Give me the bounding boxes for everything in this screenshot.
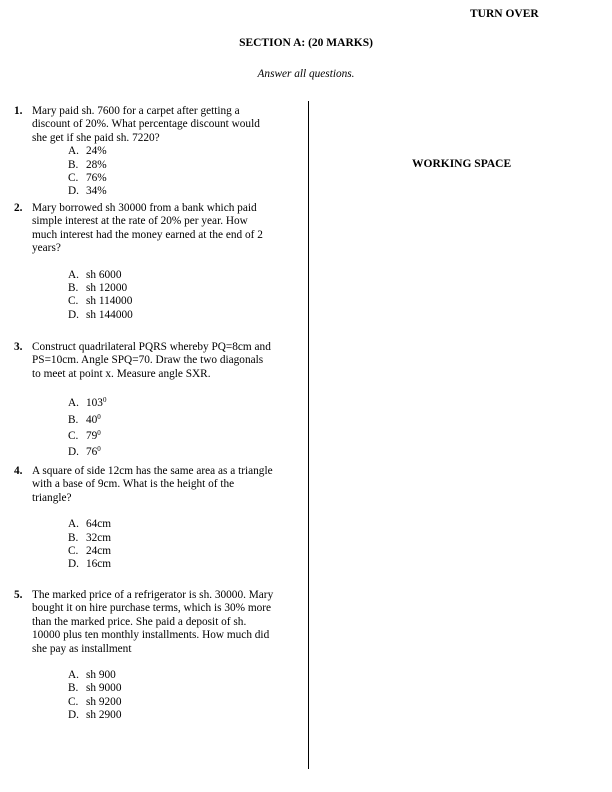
option-letter: D. bbox=[68, 185, 79, 198]
option-text: 24% bbox=[86, 145, 107, 158]
question-text-line: bought it on hire purchase terms, which is 30% more bbox=[32, 602, 272, 615]
answer-options bbox=[68, 518, 304, 572]
question-number: 3. bbox=[14, 341, 23, 353]
question-5 bbox=[14, 589, 304, 723]
question-text-line: PS=10cm. Angle SPQ=70. Draw the two diagonals bbox=[32, 354, 264, 367]
option-letter: B. bbox=[68, 682, 79, 695]
section-title: SECTION A: (20 MARKS) bbox=[239, 37, 373, 49]
question-text-line: Mary paid sh. 7600 for a carpet after getting a bbox=[32, 105, 240, 117]
turn-over-label: TURN OVER bbox=[470, 8, 539, 20]
question-text bbox=[32, 105, 304, 145]
answer-option-d bbox=[68, 185, 304, 198]
answer-option-c bbox=[68, 696, 304, 709]
question-text-line: to meet at point x. Measure angle SXR. bbox=[32, 367, 211, 380]
option-text: sh 144000 bbox=[86, 308, 133, 321]
question-text-line: years? bbox=[32, 242, 61, 255]
question-text-line: Mary borrowed sh 30000 from a bank which paid bbox=[32, 202, 257, 214]
question-text-line: simple interest at the rate of 20% per year. How bbox=[32, 215, 248, 228]
answer-options bbox=[68, 145, 304, 199]
question-text bbox=[32, 465, 304, 505]
option-letter: D. bbox=[68, 558, 79, 571]
answer-option-d bbox=[68, 443, 304, 459]
option-text: sh 900 bbox=[86, 669, 116, 682]
answer-option-d bbox=[68, 309, 304, 322]
working-space-label: WORKING SPACE bbox=[412, 158, 512, 170]
degree-superscript: 0 bbox=[97, 445, 101, 454]
option-text: 79 bbox=[86, 430, 98, 443]
question-text-line: A square of side 12cm has the same area as a triangle bbox=[32, 465, 273, 477]
degree-superscript: 0 bbox=[97, 429, 101, 438]
option-letter: B. bbox=[68, 282, 79, 295]
question-text-line: she pay as installment bbox=[32, 642, 132, 655]
column-divider bbox=[308, 101, 309, 769]
option-text: 28% bbox=[86, 158, 107, 171]
answer-option-d bbox=[68, 558, 304, 571]
option-letter: B. bbox=[68, 158, 79, 171]
option-letter: D. bbox=[68, 709, 79, 722]
answer-option-b bbox=[68, 682, 304, 695]
answer-option-c bbox=[68, 172, 304, 185]
option-letter: C. bbox=[68, 295, 79, 308]
option-letter: A. bbox=[68, 397, 79, 410]
degree-superscript: 0 bbox=[102, 396, 107, 405]
option-text: 24cm bbox=[86, 545, 112, 558]
answer-option-c bbox=[68, 295, 304, 308]
option-text: sh 9000 bbox=[86, 682, 122, 695]
question-1 bbox=[14, 105, 304, 199]
question-4 bbox=[14, 465, 304, 572]
option-text: sh 9200 bbox=[86, 695, 122, 708]
option-letter: C. bbox=[68, 695, 79, 708]
question-text-line: Construct quadrilateral PQRS whereby PQ=8cm and bbox=[32, 341, 271, 353]
option-text: 34% bbox=[86, 185, 107, 198]
option-text: 40 bbox=[86, 413, 98, 426]
option-letter: A. bbox=[68, 518, 79, 531]
option-text: 64cm bbox=[86, 518, 112, 531]
option-text: sh 114000 bbox=[86, 295, 133, 308]
option-letter: D. bbox=[68, 308, 79, 321]
answer-options bbox=[68, 394, 304, 460]
answer-options bbox=[68, 669, 304, 723]
answer-option-a bbox=[68, 394, 304, 410]
option-text: 32cm bbox=[86, 531, 112, 544]
question-text bbox=[32, 341, 304, 381]
answer-option-b bbox=[68, 411, 304, 427]
answer-option-d bbox=[68, 709, 304, 722]
option-letter: C. bbox=[68, 430, 79, 443]
option-letter: D. bbox=[68, 446, 79, 459]
question-text-line: The marked price of a refrigerator is sh. 30000. Mary bbox=[32, 589, 274, 601]
option-text: 103 bbox=[86, 397, 103, 410]
option-text: 76 bbox=[86, 446, 98, 459]
option-letter: B. bbox=[68, 413, 79, 426]
option-text: sh 12000 bbox=[86, 282, 128, 295]
option-letter: A. bbox=[68, 268, 79, 281]
answer-option-c bbox=[68, 427, 304, 443]
answer-option-a bbox=[68, 269, 304, 282]
option-text: 76% bbox=[86, 172, 107, 185]
question-text-line: with a base of 9cm. What is the height of the bbox=[32, 478, 235, 491]
option-letter: A. bbox=[68, 145, 79, 158]
answer-option-a bbox=[68, 518, 304, 531]
question-number: 5. bbox=[14, 589, 23, 601]
question-text-line: discount of 20%. What percentage discount would bbox=[32, 118, 260, 131]
option-text: 16cm bbox=[86, 558, 112, 571]
degree-superscript: 0 bbox=[97, 412, 101, 421]
option-letter: A. bbox=[68, 669, 79, 682]
question-2 bbox=[14, 202, 304, 322]
option-letter: B. bbox=[68, 531, 79, 544]
answer-option-a bbox=[68, 669, 304, 682]
answer-option-a bbox=[68, 145, 304, 158]
instruction-text: Answer all questions. bbox=[257, 68, 355, 80]
answer-option-b bbox=[68, 159, 304, 172]
question-text-line: triangle? bbox=[32, 491, 72, 504]
option-letter: C. bbox=[68, 172, 79, 185]
option-letter: C. bbox=[68, 545, 79, 558]
question-text bbox=[32, 589, 304, 656]
answer-option-c bbox=[68, 545, 304, 558]
option-text: sh 2900 bbox=[86, 709, 122, 722]
question-number: 1. bbox=[14, 105, 23, 117]
question-number: 2. bbox=[14, 202, 23, 214]
answer-options bbox=[68, 269, 304, 323]
question-number: 4. bbox=[14, 465, 23, 477]
answer-option-b bbox=[68, 282, 304, 295]
question-text-line: than the marked price. She paid a deposit of sh. bbox=[32, 615, 247, 628]
answer-option-b bbox=[68, 532, 304, 545]
question-text bbox=[32, 202, 304, 256]
question-text-line: she get if she paid sh. 7220? bbox=[32, 131, 160, 144]
question-text-line: much interest had the money earned at the end of 2 bbox=[32, 228, 263, 241]
question-3 bbox=[14, 341, 304, 460]
question-text-line: 10000 plus ten monthly installments. How much did bbox=[32, 629, 270, 642]
option-text: sh 6000 bbox=[86, 268, 122, 281]
